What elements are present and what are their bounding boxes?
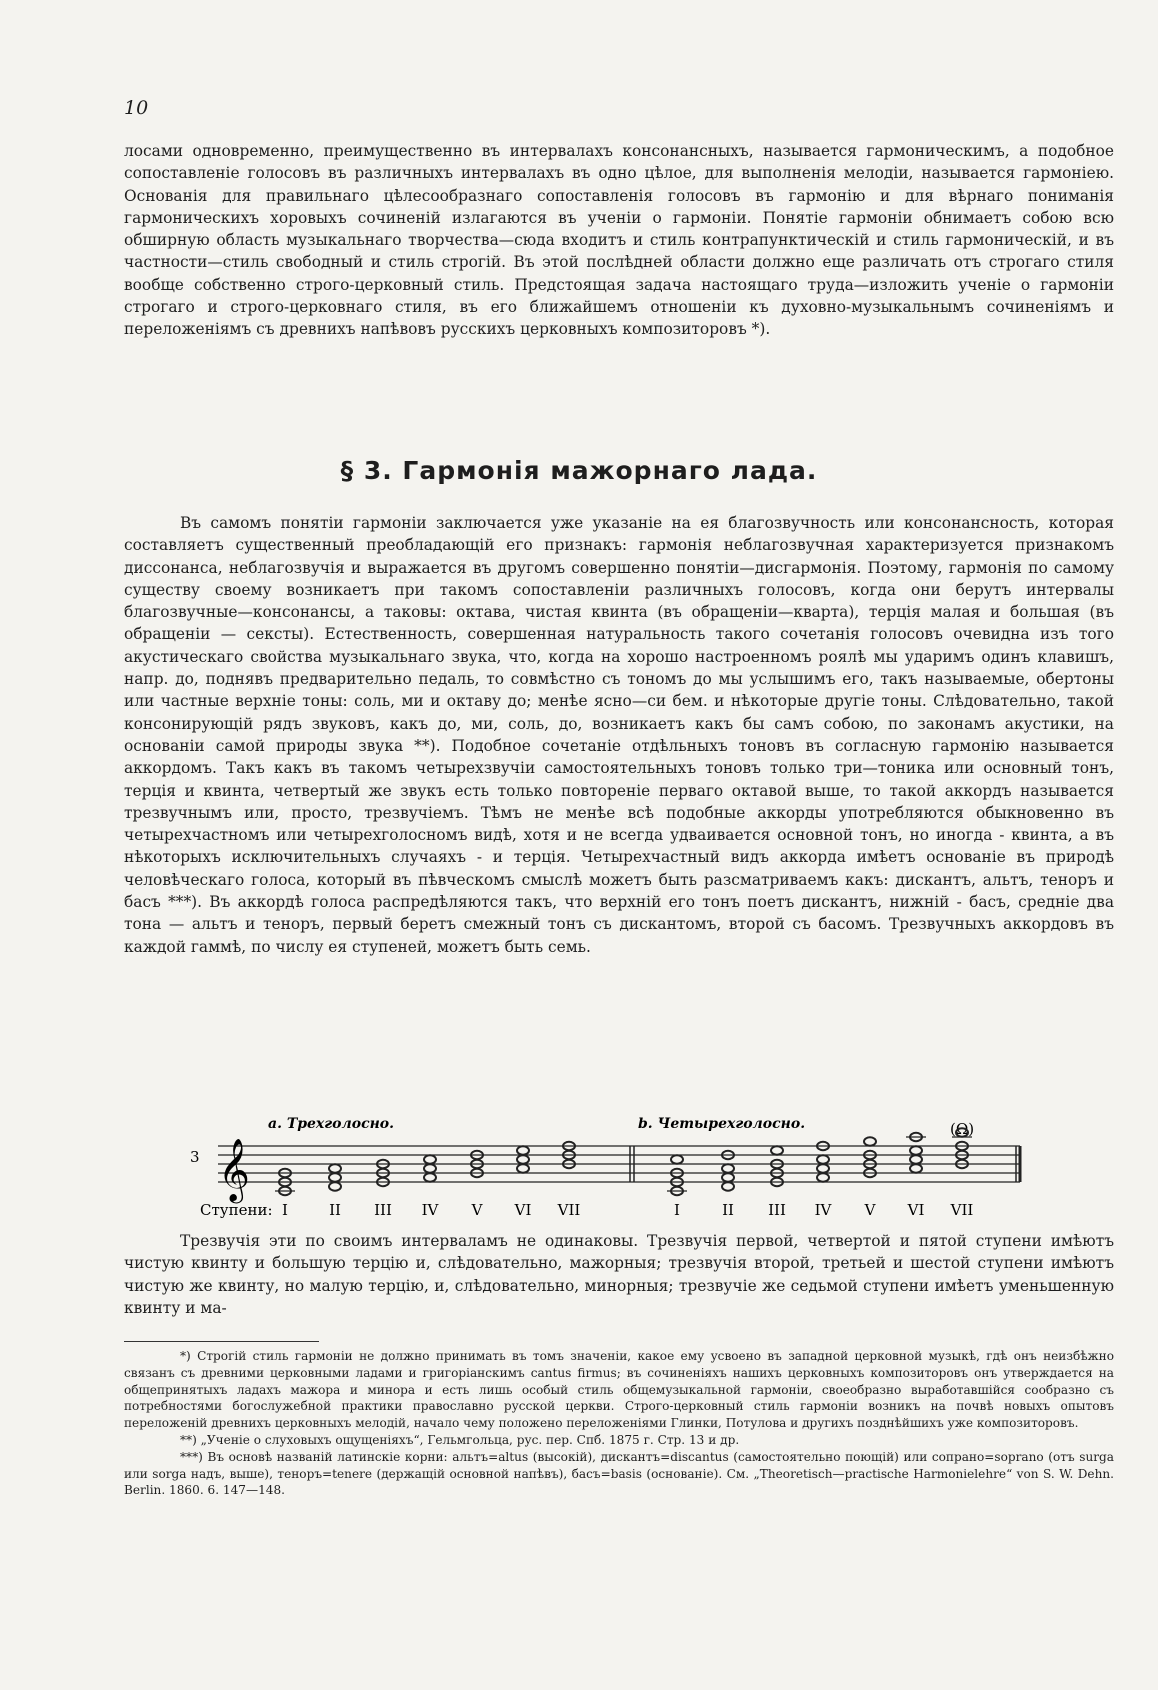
degree-label: I xyxy=(674,1201,680,1219)
label-three-voice: a. Трехголосно. xyxy=(268,1116,395,1132)
after-paragraph xyxy=(124,1230,1114,1319)
note-head xyxy=(424,1164,436,1172)
degree-label: II xyxy=(329,1201,341,1219)
degree-label: IV xyxy=(421,1201,439,1219)
footnote-3: ***) Въ основѣ названій латинскіе корни: альтъ=altus (высокій), дискантъ=discantus (самостоятельно поющій) или сопрано=soprano (отъ surga или sorga надъ, выше), теноръ=tenere (держащій основной напѣвъ), басъ=basis (основаніе). См. „Theoretisch—practische Harmonielehre“ von S. W. Dehn. Berlin. 1860. 6. 147—148. xyxy=(124,1449,1114,1498)
degrees-four-voice xyxy=(674,1201,973,1219)
note-head xyxy=(424,1173,436,1181)
note-head xyxy=(517,1164,529,1172)
note-head xyxy=(910,1155,922,1163)
note-head xyxy=(517,1155,529,1163)
note-head xyxy=(671,1155,683,1163)
footnotes xyxy=(124,1348,1114,1499)
intro-paragraph xyxy=(124,140,1114,341)
degree-label: VI xyxy=(907,1201,925,1219)
note-head xyxy=(817,1155,829,1163)
body-text: Въ самомъ понятіи гармоніи заключается уже указаніе на ея благозвучность или консонансность, которая составляетъ существенный преобладающій его признакъ: гармонія неблагозвучная характеризуется признакомъ диссонанса, неблагозвучія и выражается въ другомъ совершенно понятіи—дисгармонія. Поэтому, гармонія по самому существу своему возникаетъ при такомъ сопоставленіи различныхъ голосовъ, когда они берутъ интервалы благозвучные—консонансы, а таковы: октава, чистая квинта (въ обращеніи—кварта), терція малая и большая (въ обращеніи — сексты). Естественность, совершенная натуральность такого сочетанія голосовъ очевидна изъ того акустическаго свойства музыкальнаго звука, что, когда на хорошо настроенномъ роялѣ мы ударимъ одинъ клавишъ, напр. до, поднявъ предварительно педаль, то совмѣстно съ тономъ до мы услышимъ его, такъ называемые, обертоны или частные верхніе тоны: соль, ми и октаву до; менѣе ясно—си бем. и нѣкоторые другіе тоны. Слѣдовательно, такой консонирующій рядъ звуковъ, какъ до, ми, соль, до, возникаетъ какъ бы самъ собою, по законамъ акустики, на основаніи самой природы звука **). Подобное сочетаніе отдѣльныхъ тоновъ въ согласную гармонію называется аккордомъ. Такъ какъ въ такомъ четырехзвучіи самостоятельныхъ тоновъ только три—тоника или основный тонъ, терція и квинта, четвертый же звукъ есть только повтореніе перваго октавой выше, то такой аккордъ называется трезвучнымъ или, просто, трезвучіемъ. Тѣмъ не менѣе всѣ подобные аккорды употребляются обыкновенно въ четырехчастномъ или четырехголосномъ видѣ, хотя и не всегда удваивается основной тонъ, но иногда - квинта, а въ нѣкоторыхъ исключительныхъ случаяхъ - и терція. Четырехчастный видъ аккорда имѣетъ основаніе въ природѣ человѣческаго голоса, который въ пѣвческомъ смыслѣ можетъ быть разсматриваемъ какъ: дискантъ, альтъ, теноръ и басъ ***). Въ аккордѣ голоса распредѣляются такъ, что верхній его тонъ поетъ дискантъ, нижній - басъ, средніе два тона — альтъ и теноръ, первый беретъ смежный тонъ съ дискантомъ, второй съ басомъ. Трезвучныхъ аккордовъ въ каждой гаммѣ, по числу ея ступеней, можетъ быть семь. xyxy=(124,514,1114,956)
chords xyxy=(275,1128,972,1195)
optional-note-mark: (Ω) xyxy=(950,1120,975,1138)
body-paragraph xyxy=(124,512,1114,958)
note-head xyxy=(517,1146,529,1154)
degree-label: V xyxy=(864,1201,876,1219)
note-head xyxy=(329,1173,341,1181)
degree-label: VI xyxy=(514,1201,532,1219)
footnote-rule xyxy=(124,1341,319,1342)
degree-label: VII xyxy=(557,1201,581,1219)
note-head xyxy=(722,1164,734,1172)
note-head xyxy=(722,1173,734,1181)
note-head xyxy=(722,1182,734,1190)
note-head xyxy=(329,1182,341,1190)
degrees-three-voice xyxy=(282,1201,580,1219)
degree-label: II xyxy=(722,1201,734,1219)
section-heading: § 3. Гармонія мажорнаго лада. xyxy=(340,456,818,485)
degree-label: VII xyxy=(950,1201,974,1219)
note-head xyxy=(864,1137,876,1145)
note-head xyxy=(329,1164,341,1172)
degree-label: IV xyxy=(814,1201,832,1219)
footnote-1: *) Строгій стиль гармоніи не должно принимать въ томъ значеніи, какое ему усвоено въ западной церковной музыкѣ, гдѣ онъ неизбѣжно связанъ съ древними церковными ладами и григоріанскимъ cantus firmus; въ сочиненіяхъ нашихъ церковныхъ композиторовъ онъ утверждается на общепринятыхъ ладахъ мажора и минора и есть лишь особый стиль общемузыкальной гармоніи, своеобразно выработавшійся сообразно съ потребностями богослужебной практики православно русской церкви. Строго-церковный стиль гармоніи возникъ на почвѣ новыхъ опытовъ переложеній древнихъ церковныхъ мелодій, начало чему положено переложеніями Глинки, Потулова и другихъ позднѣйшихъ уже композиторовъ. xyxy=(124,1349,1114,1431)
note-head xyxy=(817,1173,829,1181)
note-head xyxy=(910,1146,922,1154)
degree-label: V xyxy=(471,1201,483,1219)
after-text: Трезвучія эти по своимъ интерваламъ не одинаковы. Трезвучія первой, четвертой и пятой ступени имѣютъ чистую квинту и большую терцію и, слѣдовательно, мажорныя; трезвучія второй, третьей и шестой ступени имѣютъ чистую же квинту, но малую терцію, и, слѣдовательно, минорныя; трезвучіе же седьмой ступени имѣетъ уменьшенную квинту и ма- xyxy=(124,1232,1114,1317)
degree-label: III xyxy=(374,1201,392,1219)
footnote-2: **) „Ученіе о слуховыхъ ощущеніяхъ“, Гельмгольца, рус. пер. Спб. 1875 г. Стр. 13 и др. xyxy=(180,1432,740,1447)
degree-label: III xyxy=(768,1201,786,1219)
note-head xyxy=(771,1146,783,1154)
note-head xyxy=(817,1164,829,1172)
treble-clef-icon: 𝄞 xyxy=(218,1138,250,1201)
degree-label: I xyxy=(282,1201,288,1219)
degrees-label: Ступени: xyxy=(200,1201,273,1219)
music-example xyxy=(190,1110,1040,1220)
page-number: 10 xyxy=(124,97,149,119)
note-head xyxy=(424,1155,436,1163)
example-number: 3 xyxy=(190,1148,200,1166)
label-four-voice: b. Четырехголосно. xyxy=(638,1116,806,1132)
intro-text: лосами одновременно, преимущественно въ интервалахъ консонансныхъ, называется гармоническимъ, а подобное сопоставленіе голосовъ въ различныхъ интервалахъ въ одно цѣлое, для выполненія мелодіи, называется гармоніею. Основанія для правильнаго цѣлесообразнаго сопоставленія голосовъ въ гармонію и для вѣрнаго пониманія гармоническихъ хоровыхъ сочиненій излагаются въ ученіи о гармоніи. Понятіе гармоніи обнимаетъ собою всю обширную область музыкальнаго творчества—сюда входитъ и стиль контрапунктическій и стиль гармоническій, и въ частности—стиль свободный и стиль строгій. Въ этой послѣдней области должно еще различать отъ строгаго стиля вообще собственно строго-церковный стиль. Предстоящая задача настоящаго труда—изложить ученіе о гармоніи строгаго и строго-церковнаго стиля, въ его ближайшемъ отношеніи къ духовно-музыкальнымъ сочиненіямъ и переложеніямъ съ древнихъ напѣвовъ русскихъ церковныхъ композиторовъ *). xyxy=(124,142,1114,339)
note-head xyxy=(910,1164,922,1172)
